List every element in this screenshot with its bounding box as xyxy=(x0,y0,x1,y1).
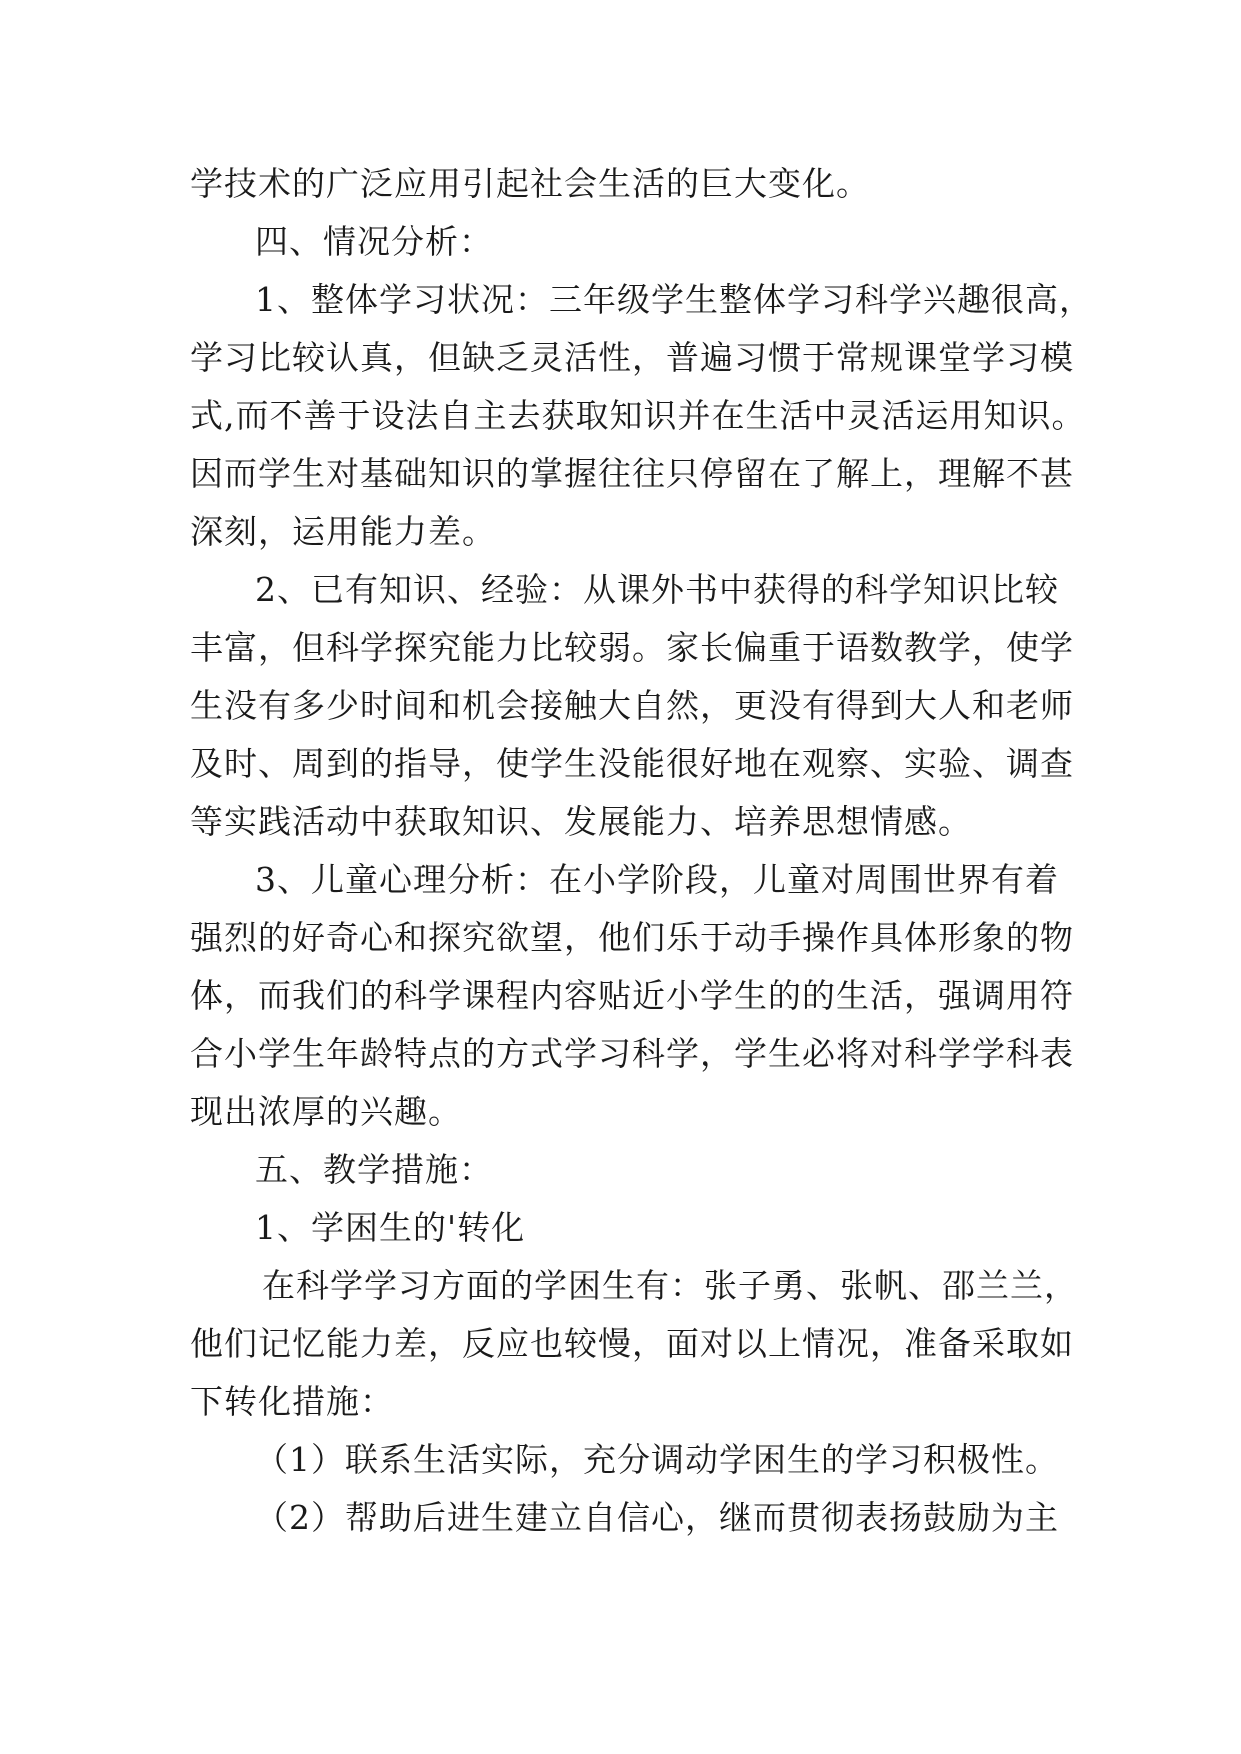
subsection-heading: 1、学困生的'转化 xyxy=(255,1208,526,1247)
section-heading-situation: 四、情况分析： xyxy=(255,222,493,261)
text-line: 3、儿童心理分析：在小学阶段，儿童对周围世界有着 xyxy=(255,860,1059,899)
text-line: 深刻，运用能力差。 xyxy=(190,512,496,551)
list-item: （1）联系生活实际，充分调动学困生的学习积极性。 xyxy=(255,1440,1059,1479)
text-line: 他们记忆能力差，反应也较慢，面对以上情况，准备采取如 xyxy=(190,1324,1074,1363)
list-item: （2）帮助后进生建立自信心，继而贯彻表扬鼓励为主 xyxy=(255,1498,1059,1537)
text-line: 2、已有知识、经验：从课外书中获得的科学知识比较 xyxy=(255,570,1059,609)
text-line: 式,而不善于设法自主去获取知识并在生活中灵活运用知识。 xyxy=(190,396,1086,435)
text-line: 现出浓厚的兴趣。 xyxy=(190,1092,462,1131)
text-line: 丰富，但科学探究能力比较弱。家长偏重于语数教学，使学 xyxy=(190,628,1074,667)
text-line: 及时、周到的指导，使学生没能很好地在观察、实验、调查 xyxy=(190,744,1074,783)
text-line: 等实践活动中获取知识、发展能力、培养思想情感。 xyxy=(190,802,972,841)
text-line: 体，而我们的科学课程内容贴近小学生的的生活，强调用符 xyxy=(190,976,1074,1015)
text-line: 学习比较认真，但缺乏灵活性，普遍习惯于常规课堂学习模 xyxy=(190,338,1074,377)
section-heading-measures: 五、教学措施： xyxy=(255,1150,493,1189)
text-line: 1、整体学习状况：三年级学生整体学习科学兴趣很高， xyxy=(255,280,1093,319)
text-line: 生没有多少时间和机会接触大自然，更没有得到大人和老师 xyxy=(190,686,1074,725)
text-line: 强烈的好奇心和探究欲望，他们乐于动手操作具体形象的物 xyxy=(190,918,1074,957)
text-line: 学技术的广泛应用引起社会生活的巨大变化。 xyxy=(190,164,870,203)
text-line: 因而学生对基础知识的掌握往往只停留在了解上，理解不甚 xyxy=(190,454,1074,493)
text-line: 合小学生年龄特点的方式学习科学，学生必将对科学学科表 xyxy=(190,1034,1074,1073)
text-line: 下转化措施： xyxy=(190,1382,394,1421)
text-line: 在科学学习方面的学困生有：张子勇、张帆、邵兰兰， xyxy=(262,1266,1078,1305)
